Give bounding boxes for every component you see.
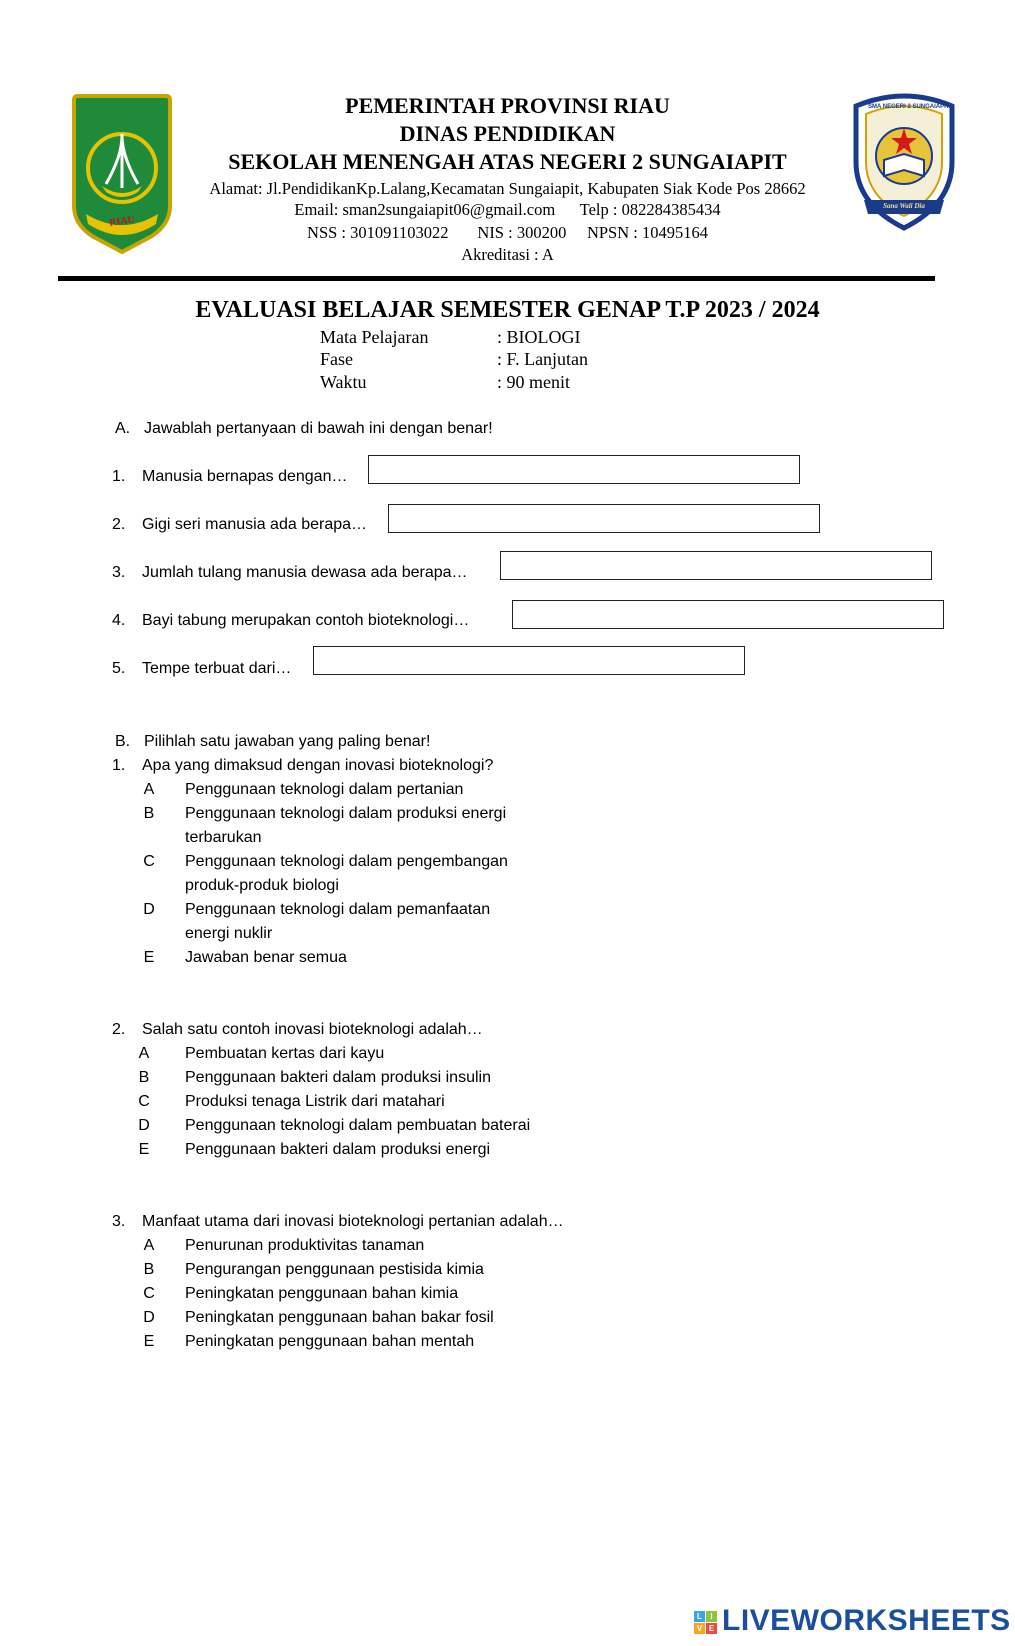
header-ids: NSS : 301091103022 NIS : 300200 NPSN : 10495164 bbox=[307, 223, 708, 242]
option-text[interactable]: Produksi tenaga Listrik dari matahari bbox=[185, 1093, 445, 1110]
option-text-continued[interactable]: terbarukan bbox=[185, 829, 262, 846]
school-logo-top-text: SMA NEGERI 2 SUNGAIAPIT bbox=[868, 104, 950, 110]
option-text[interactable]: Penggunaan teknologi dalam pertanian bbox=[185, 781, 464, 798]
meta-time-label: Waktu bbox=[320, 372, 367, 392]
option-letter[interactable]: A bbox=[143, 1237, 155, 1254]
option-letter[interactable]: A bbox=[143, 781, 155, 798]
header-government: PEMERINTAH PROVINSI RIAU bbox=[345, 93, 670, 118]
question-number: 4. bbox=[112, 612, 126, 629]
section-a-letter: A. bbox=[115, 420, 131, 437]
option-text[interactable]: Pembuatan kertas dari kayu bbox=[185, 1045, 385, 1062]
option-letter[interactable]: E bbox=[138, 1141, 150, 1158]
meta-phase-label: Fase bbox=[320, 349, 353, 369]
question-text: Gigi seri manusia ada berapa… bbox=[142, 516, 368, 533]
question-text: Apa yang dimaksud dengan inovasi bioteknologi? bbox=[142, 757, 494, 774]
option-text-continued[interactable]: energi nuklir bbox=[185, 925, 273, 942]
option-letter[interactable]: B bbox=[138, 1069, 150, 1086]
option-text-continued[interactable]: produk-produk biologi bbox=[185, 877, 339, 894]
meta-subject-value: : BIOLOGI bbox=[497, 327, 581, 347]
question-number: 5. bbox=[112, 660, 126, 677]
question-text: Salah satu contoh inovasi bioteknologi adalah… bbox=[142, 1021, 483, 1038]
section-b-letter: B. bbox=[115, 733, 131, 750]
question-number: 3. bbox=[112, 1213, 126, 1230]
question-number: 2. bbox=[112, 1021, 126, 1038]
question-text: Manfaat utama dari inovasi bioteknologi pertanian adalah… bbox=[142, 1213, 564, 1230]
answer-input-4[interactable] bbox=[512, 600, 944, 629]
section-b-heading: Pilihlah satu jawaban yang paling benar! bbox=[144, 733, 431, 750]
header-school-name: SEKOLAH MENENGAH ATAS NEGERI 2 SUNGAIAPIT bbox=[228, 149, 787, 174]
option-text[interactable]: Peningkatan penggunaan bahan kimia bbox=[185, 1285, 459, 1302]
option-letter[interactable]: E bbox=[143, 949, 155, 966]
option-text[interactable]: Penggunaan bakteri dalam produksi insulin bbox=[185, 1069, 491, 1086]
option-letter[interactable]: C bbox=[138, 1093, 150, 1110]
answer-input-3[interactable] bbox=[500, 551, 932, 580]
option-letter[interactable]: E bbox=[143, 1333, 155, 1350]
meta-phase-value: : F. Lanjutan bbox=[497, 349, 589, 369]
option-letter[interactable]: D bbox=[138, 1117, 150, 1134]
section-a-heading: Jawablah pertanyaan di bawah ini dengan benar! bbox=[144, 420, 493, 437]
option-letter[interactable]: D bbox=[143, 1309, 155, 1326]
header-contact: Email: sman2sungaiapit06@gmail.com Telp : 082284385434 bbox=[294, 200, 721, 219]
logo-mark-letter: I bbox=[706, 1611, 717, 1622]
question-text: Manusia bernapas dengan… bbox=[142, 468, 348, 485]
question-text: Tempe terbuat dari… bbox=[142, 660, 292, 677]
option-letter[interactable]: A bbox=[138, 1045, 150, 1062]
emblem-label: RIAU bbox=[108, 214, 136, 229]
answer-input-2[interactable] bbox=[388, 504, 820, 533]
question-number: 1. bbox=[112, 757, 126, 774]
option-text[interactable]: Pengurangan penggunaan pestisida kimia bbox=[185, 1261, 484, 1278]
meta-time-value: : 90 menit bbox=[497, 372, 570, 392]
option-text[interactable]: Penggunaan teknologi dalam pemanfaatan bbox=[185, 901, 491, 918]
option-text[interactable]: Penggunaan teknologi dalam pengembangan bbox=[185, 853, 508, 870]
answer-input-5[interactable] bbox=[313, 646, 745, 675]
option-letter[interactable]: B bbox=[143, 1261, 155, 1278]
answer-input-1[interactable] bbox=[368, 455, 800, 484]
question-number: 2. bbox=[112, 516, 126, 533]
header-accreditation: Akreditasi : A bbox=[461, 245, 554, 264]
logo-mark-letter: L bbox=[694, 1611, 705, 1622]
option-text[interactable]: Penggunaan bakteri dalam produksi energi bbox=[185, 1141, 491, 1158]
exam-title: EVALUASI BELAJAR SEMESTER GENAP T.P 2023 / 2024 bbox=[195, 297, 820, 323]
option-letter[interactable]: D bbox=[143, 901, 155, 918]
school-logo-motto: Sana Wali Dia bbox=[883, 202, 925, 210]
logo-mark-letter: E bbox=[706, 1623, 717, 1634]
option-letter[interactable]: C bbox=[143, 1285, 155, 1302]
option-text[interactable]: Jawaban benar semua bbox=[185, 949, 347, 966]
option-letter[interactable]: B bbox=[143, 805, 155, 822]
option-text[interactable]: Peningkatan penggunaan bahan mentah bbox=[185, 1333, 475, 1350]
liveworksheets-logo-mark bbox=[694, 1611, 718, 1635]
option-letter[interactable]: C bbox=[143, 853, 155, 870]
option-text[interactable]: Penggunaan teknologi dalam pembuatan baterai bbox=[185, 1117, 531, 1134]
question-text: Bayi tabung merupakan contoh bioteknologi… bbox=[142, 612, 470, 629]
liveworksheets-brand[interactable]: LIVEWORKSHEETS bbox=[722, 1604, 1011, 1637]
option-text[interactable]: Penurunan produktivitas tanaman bbox=[185, 1237, 425, 1254]
header-divider bbox=[58, 276, 935, 281]
header-department: DINAS PENDIDIKAN bbox=[399, 121, 616, 146]
question-text: Jumlah tulang manusia dewasa ada berapa… bbox=[142, 564, 468, 581]
header-address: Alamat: Jl.PendidikanKp.Lalang,Kecamatan Sungaiapit, Kabupaten Siak Kode Pos 28662 bbox=[209, 179, 806, 198]
question-number: 1. bbox=[112, 468, 126, 485]
option-text[interactable]: Penggunaan teknologi dalam produksi energi bbox=[185, 805, 507, 822]
question-number: 3. bbox=[112, 564, 126, 581]
meta-subject-label: Mata Pelajaran bbox=[320, 327, 429, 347]
logo-mark-letter: V bbox=[694, 1623, 705, 1634]
option-text[interactable]: Peningkatan penggunaan bahan bakar fosil bbox=[185, 1309, 494, 1326]
